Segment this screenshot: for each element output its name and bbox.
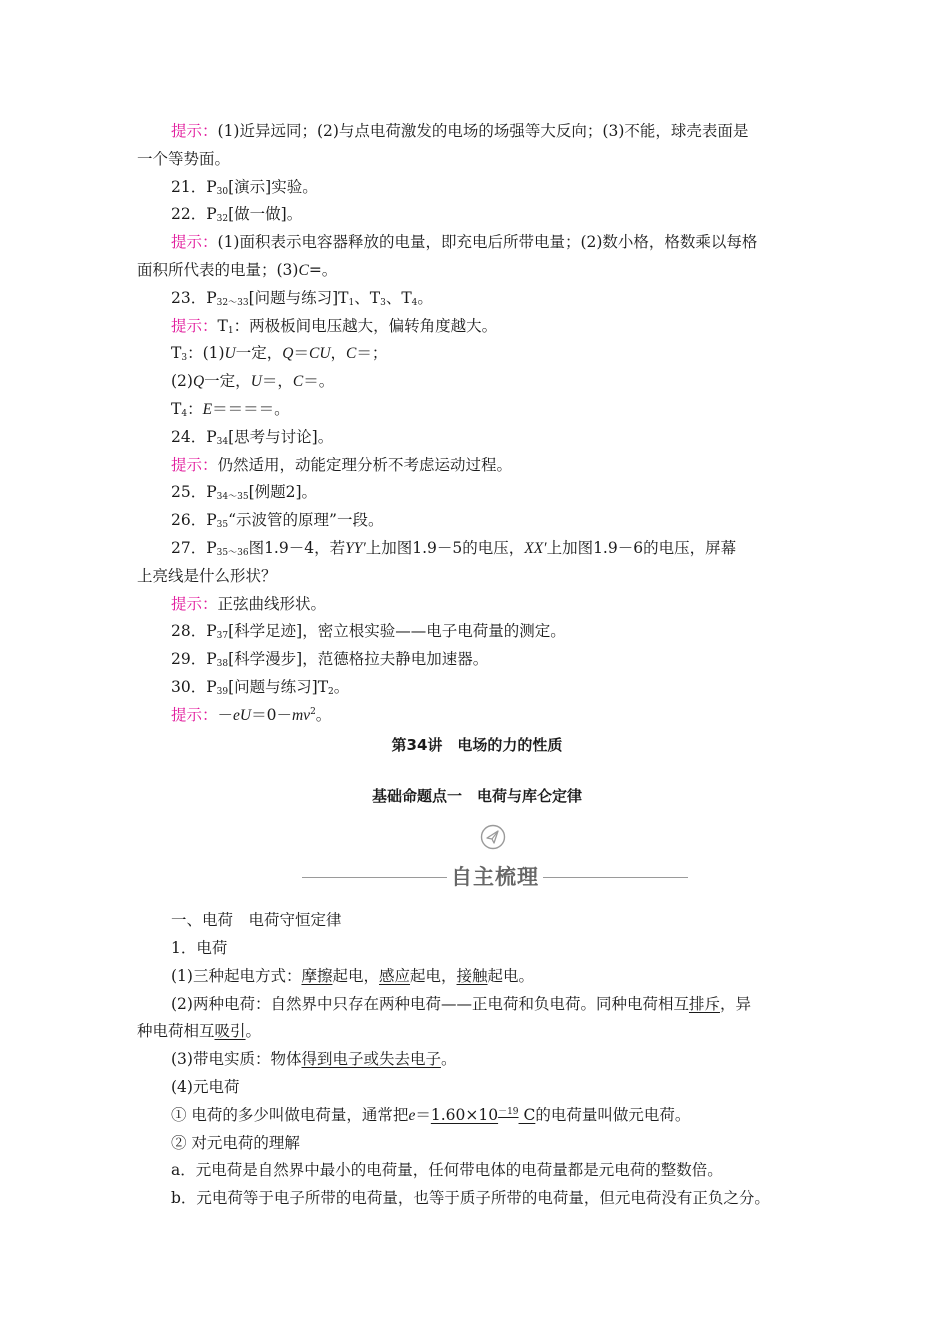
text-line: (3)带电实质：物体得到电子或失去电子。 xyxy=(171,1050,457,1069)
hint-line: 提示：正弦曲线形状。 xyxy=(171,594,327,613)
item-23: 23．$P_{32\sim 33}$[问题与练习]$T_1$、$T_3$、$T_4$。 xyxy=(171,288,433,308)
item-29: 29．$P_{38}$[科学漫步]，范德格拉夫静电加速器。 xyxy=(171,650,489,670)
hint-line: 提示：仍然适用，动能定理分析不考虑运动过程。 xyxy=(171,455,513,474)
hint-line: 提示：(1)面积表示电容器释放的电量，即充电后所带电量；(2)数小格，格数乘以每格 xyxy=(171,233,758,252)
item-27: 27．$P_{35\sim 36}$图1.9－4，若YY′上加图1.9－5的电压，XX′上加图1.9－6的电压，屏幕 xyxy=(171,538,737,558)
text-line: b．元电荷等于电子所带的电荷量，也等于质子所带的电荷量，但元电荷没有正负之分。 xyxy=(171,1189,770,1208)
text-line: $T_3$：(1)U一定，Q＝CU，C＝； xyxy=(171,344,388,364)
lecture-title: 第34讲 电场的力的性质 xyxy=(391,735,563,754)
item-25: 25．$P_{34\sim 35}$[例题2]。 xyxy=(171,483,318,503)
text-line: 一个等势面。 xyxy=(137,149,231,168)
text-line: 上亮线是什么形状？ xyxy=(137,566,277,585)
item-28: 28．$P_{37}$[科学足迹]，密立根实验——电子电荷量的测定。 xyxy=(171,622,566,642)
item-26: 26．$P_{35}“$示波管的原理”一段。 xyxy=(171,511,384,531)
banner-title: 自主梳理 xyxy=(451,865,539,890)
section-title: 基础命题点一 电荷与库仑定律 xyxy=(371,787,582,806)
text-line: (2)Q一定，U＝，C＝。 xyxy=(171,372,335,391)
banner-rule-left xyxy=(302,877,447,878)
text-line: 种电荷相互吸引。 xyxy=(137,1022,262,1041)
hint-line: 提示：$-eU=0-mv^2$。 xyxy=(171,705,332,724)
text-line: (4)元电荷 xyxy=(171,1077,240,1096)
paper-plane-icon xyxy=(479,823,507,855)
item-30: 30．$P_{39}$[问题与练习]$T_2$。 xyxy=(171,677,350,697)
section-banner xyxy=(137,823,817,903)
heading-line: 1．电荷 xyxy=(171,938,228,957)
item-21: 21．$P_{30}$[演示]实验。 xyxy=(171,177,318,197)
text-line: (1)三种起电方式：摩擦起电，感应起电，接触起电。 xyxy=(171,966,535,985)
item-24: 24．$P_{34}$[思考与讨论]。 xyxy=(171,427,334,447)
text-line: a．元电荷是自然界中最小的电荷量，任何带电体的电荷量都是元电荷的整数倍。 xyxy=(171,1161,723,1180)
item-22: 22．$P_{32}$[做一做]。 xyxy=(171,205,303,225)
text-line: 面积所代表的电量；(3)C=。 xyxy=(137,260,338,279)
text-line: (2)两种电荷：自然界中只存在两种电荷——正电荷和负电荷。同种电荷相互排斥，异 xyxy=(171,994,751,1013)
document-page xyxy=(137,118,817,1213)
text-line: $T_4$：E＝＝＝＝。 xyxy=(171,399,290,419)
banner-rule-right xyxy=(543,877,688,878)
hint-line: 提示：$T_1$：两极板间电压越大，偏转角度越大。 xyxy=(171,316,498,336)
text-line: ① 电荷的多少叫做电荷量，通常把$e=1.60\times 10^{-19}$ C的电荷量叫做元电荷。 xyxy=(171,1105,691,1124)
text-line: ② 对元电荷的理解 xyxy=(171,1133,300,1152)
hint-line: 提示：(1)近异远同；(2)与点电荷激发的电场的场强等大反向；(3)不能，球壳表面是 xyxy=(171,122,749,140)
heading-line: 一、电荷 电荷守恒定律 xyxy=(171,911,342,930)
